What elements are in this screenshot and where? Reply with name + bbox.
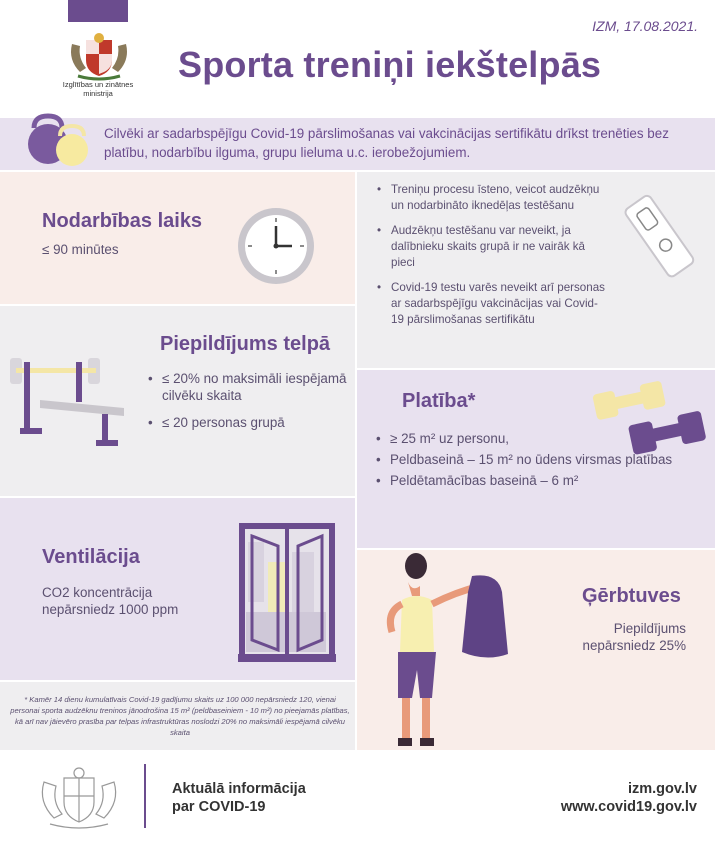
page-title: Sporta treniņi iekštelpās bbox=[178, 44, 602, 85]
ventilation-title: Ventilācija bbox=[42, 546, 140, 568]
area-title: Platība* bbox=[402, 390, 476, 412]
window-icon bbox=[238, 522, 336, 662]
coat-of-arms-logo bbox=[64, 30, 134, 82]
changing-rooms-text: Piepildījums nepārsniedz 25% bbox=[582, 621, 686, 653]
list-item: • ≤ 20 personas grupā bbox=[148, 414, 348, 431]
list-item: • Peldētamācības baseinā – 6 m² bbox=[376, 472, 676, 489]
footer-divider bbox=[144, 764, 146, 828]
list-item: • Treniņu procesu īsteno, veicot audzēkņu un nodarbināto iknedēļas testēšanu bbox=[377, 182, 607, 214]
footer-info-line1: Aktuālā informācija bbox=[172, 781, 306, 797]
person-with-towel-illustration bbox=[376, 552, 516, 752]
publication-date: IZM, 17.08.2021. bbox=[592, 18, 698, 34]
rapid-test-icon bbox=[620, 190, 702, 280]
list-item: • Audzēkņu testēšanu var neveikt, ja dalībnieku skaits grupā ir ne vairāk kā pieci bbox=[377, 223, 607, 271]
duration-value: ≤ 90 minūtes bbox=[42, 242, 119, 257]
izm-link[interactable]: izm.gov.lv bbox=[627, 781, 697, 797]
footnote-text: * Kamēr 14 dienu kumulatīvais Covid-19 gadījumu skaits uz 100 000 nepārsniedz 120, vienai personai sporta audzēknu treninos jānodrošina 15 m² (peldbaseiniem - 10 m²) no pieejamās platības, kā arī nav jāievēro prasība par telpas infrastruktūras noslodzi 20% no maksimāli iespējamā cilvēku skaita bbox=[10, 695, 350, 737]
footer-info-line2: par COVID-19 bbox=[172, 799, 266, 815]
list-item: • Covid-19 testu varēs neveikt arī personas ar sadarbspējīgu vakcinācijas vai Covid-19 pārslimošanas sertifikātu bbox=[377, 280, 607, 328]
changing-rooms-title: Ģērbtuves bbox=[582, 585, 681, 607]
clock-icon bbox=[236, 206, 316, 286]
coat-of-arms-outline-logo bbox=[34, 766, 124, 832]
list-item: • Peldbaseinā – 15 m² no ūdens virsmas platības bbox=[376, 451, 676, 468]
ventilation-text: CO2 koncentrācija nepārsniedz 1000 ppm bbox=[42, 585, 179, 617]
occupancy-title: Piepildījums telpā bbox=[160, 333, 331, 355]
dumbbells-icon bbox=[586, 378, 706, 458]
weight-bench-icon bbox=[6, 352, 130, 452]
list-item: • ≤ 20% no maksimāli iespējamā cilvēku skaita bbox=[148, 370, 348, 404]
list-item: • ≥ 25 m² uz personu, bbox=[376, 430, 676, 447]
covid19-link[interactable]: www.covid19.gov.lv bbox=[560, 799, 697, 815]
ministry-name: Izglītības un zinātnes ministrija bbox=[62, 80, 134, 98]
duration-title: Nodarbības laiks bbox=[42, 210, 203, 232]
testing-list bbox=[377, 182, 607, 337]
intro-text: Cilvēki ar sadarbspējīgu Covid-19 pārslimošanas vai vakcinācijas sertifikātu drīkst trenēties bez platību, nodarbību ilguma, grupu lieluma u.c. ierobežojumiem. bbox=[104, 126, 669, 160]
footer-info bbox=[172, 780, 306, 816]
occupancy-list bbox=[148, 370, 348, 441]
kettlebell-icon bbox=[24, 110, 94, 168]
top-accent-bar bbox=[68, 0, 128, 22]
footer-links bbox=[561, 780, 697, 816]
